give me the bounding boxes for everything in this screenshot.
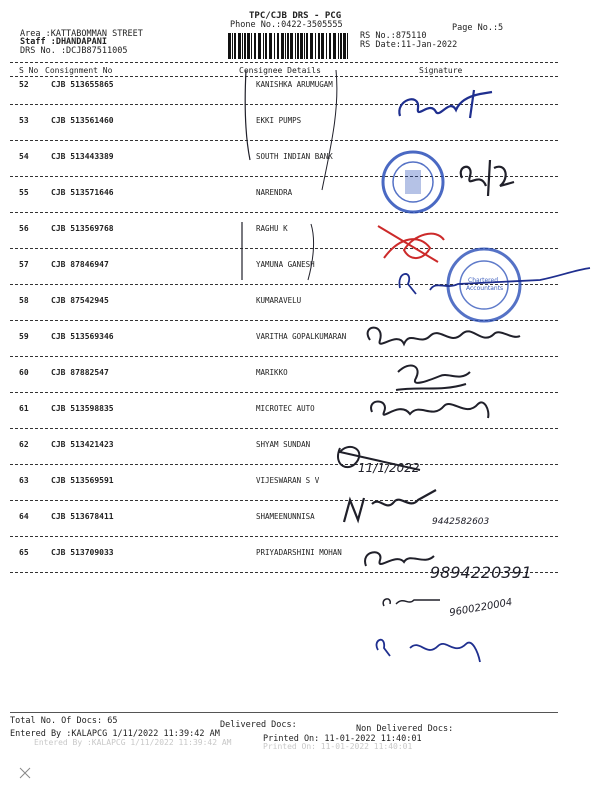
area-field: Area :KATTABOMMAN STREET — [20, 29, 143, 39]
serial-number: 58 — [19, 296, 29, 305]
serial-number: 63 — [19, 476, 29, 485]
svg-text:Chartered: Chartered — [468, 277, 499, 284]
col-consignment: Consignment No — [45, 66, 113, 75]
footer-rule — [10, 712, 558, 713]
consignment-number: CJB 513443389 — [51, 152, 114, 161]
consignment-number: CJB 513655865 — [51, 80, 114, 89]
phone-number: Phone No.:0422-3505555 — [230, 20, 343, 30]
serial-number: 55 — [19, 188, 29, 197]
consignee-name: EKKI PUMPS — [256, 116, 302, 125]
page-number: Page No.:5 — [452, 23, 504, 33]
signature-52 — [399, 90, 492, 118]
serial-number: 62 — [19, 440, 29, 449]
serial-number: 60 — [19, 368, 29, 377]
handwritten-phone-62: 9894220391 — [430, 563, 532, 582]
bank-stamp-54 — [383, 152, 443, 212]
rs-date: RS Date:11-Jan-2022 — [360, 40, 458, 50]
consignee-name: KUMARAVELU — [256, 296, 302, 305]
drs-number: DRS No. :DCJB87511005 — [20, 46, 128, 56]
non-delivered-docs: Non Delivered Docs: — [356, 724, 454, 734]
signature-58 — [396, 365, 470, 390]
consignee-name: MARIKKO — [256, 368, 288, 377]
consignment-number: CJB 513561460 — [51, 116, 114, 125]
handwritten-phone-63: 9600220004 — [448, 597, 514, 619]
serial-number: 64 — [19, 512, 29, 521]
consignee-name: SOUTH INDIAN BANK — [256, 152, 333, 161]
consignment-number: CJB 87882547 — [51, 368, 109, 377]
consignee-name: VARITHA GOPALKUMARAN — [256, 332, 347, 341]
delivered-docs: Delivered Docs: — [220, 720, 297, 730]
bracket-mark — [308, 224, 314, 280]
consignee-name: YAMUNA GANESH — [256, 260, 315, 269]
signature-54 — [461, 160, 514, 196]
consignment-number: CJB 513569346 — [51, 332, 114, 341]
consignment-number: CJB 87542945 — [51, 296, 109, 305]
consignee-name: SHAMEENUNNISA — [256, 512, 315, 521]
signature-64 — [376, 640, 480, 662]
serial-number: 53 — [19, 116, 29, 125]
consignment-number: CJB 513571646 — [51, 188, 114, 197]
consignee-name: SHYAM SUNDAN — [256, 440, 311, 449]
handwritten-date-60: 11/1/2022 — [358, 461, 420, 475]
col-consignee: Consignee Details — [239, 66, 321, 75]
signature-63 — [383, 599, 440, 606]
col-signature: Signature — [419, 66, 463, 75]
consignment-number: CJB 513598835 — [51, 404, 114, 413]
ghost-printed-on: Printed On: 11-01-2022 11:40:01 — [263, 742, 413, 751]
consignee-name: MICROTEC AUTO — [256, 404, 315, 413]
consignment-number: CJB 513569768 — [51, 224, 114, 233]
rs-number: RS No.:875110 — [360, 31, 427, 41]
serial-number: 52 — [19, 80, 29, 89]
consignee-name: PRIYADARSHINI MOHAN — [256, 548, 342, 557]
consignment-number: CJB 513421423 — [51, 440, 114, 449]
serial-number: 61 — [19, 404, 29, 413]
signature-62 — [365, 552, 434, 566]
consignment-number: CJB 87846947 — [51, 260, 109, 269]
consignment-number: CJB 513709033 — [51, 548, 114, 557]
serial-number: 59 — [19, 332, 29, 341]
scribble-mark — [20, 768, 30, 778]
bracket-mark — [245, 70, 250, 160]
handwritten-phone-61: 9442582603 — [432, 517, 490, 527]
document-title: TPC/CJB DRS - PCG — [249, 11, 342, 21]
col-sno: S No — [19, 66, 39, 75]
signature-61 — [344, 490, 436, 522]
consignment-number: CJB 513569591 — [51, 476, 114, 485]
serial-number: 56 — [19, 224, 29, 233]
consignment-number: CJB 513678411 — [51, 512, 114, 521]
consignee-name: KANISHKA ARUMUGAM — [256, 80, 333, 89]
signature-59 — [371, 402, 488, 419]
serial-number: 57 — [19, 260, 29, 269]
red-mark-55 — [378, 226, 444, 262]
ghost-entered-by: Entered By :KALAPCG 1/11/2022 11:39:42 AM — [34, 738, 232, 747]
printed-on: Printed On: 11-01-2022 11:40:01 — [263, 734, 422, 744]
bracket-mark — [322, 70, 337, 190]
ca-stamp-56 — [448, 249, 520, 321]
staff-field: Staff :DHANDAPANI — [20, 37, 107, 47]
serial-number: 54 — [19, 152, 29, 161]
svg-text:Accountants: Accountants — [466, 285, 504, 292]
serial-number: 65 — [19, 548, 29, 557]
entered-by: Entered By :KALAPCG 1/11/2022 11:39:42 AM — [10, 729, 220, 739]
total-docs: Total No. Of Docs: 65 — [10, 716, 118, 726]
consignee-name: RAGHU K — [256, 224, 288, 233]
consignee-name: VIJESWARAN S V — [256, 476, 320, 485]
signature-57 — [368, 328, 520, 344]
consignee-name: NARENDRA — [256, 188, 293, 197]
